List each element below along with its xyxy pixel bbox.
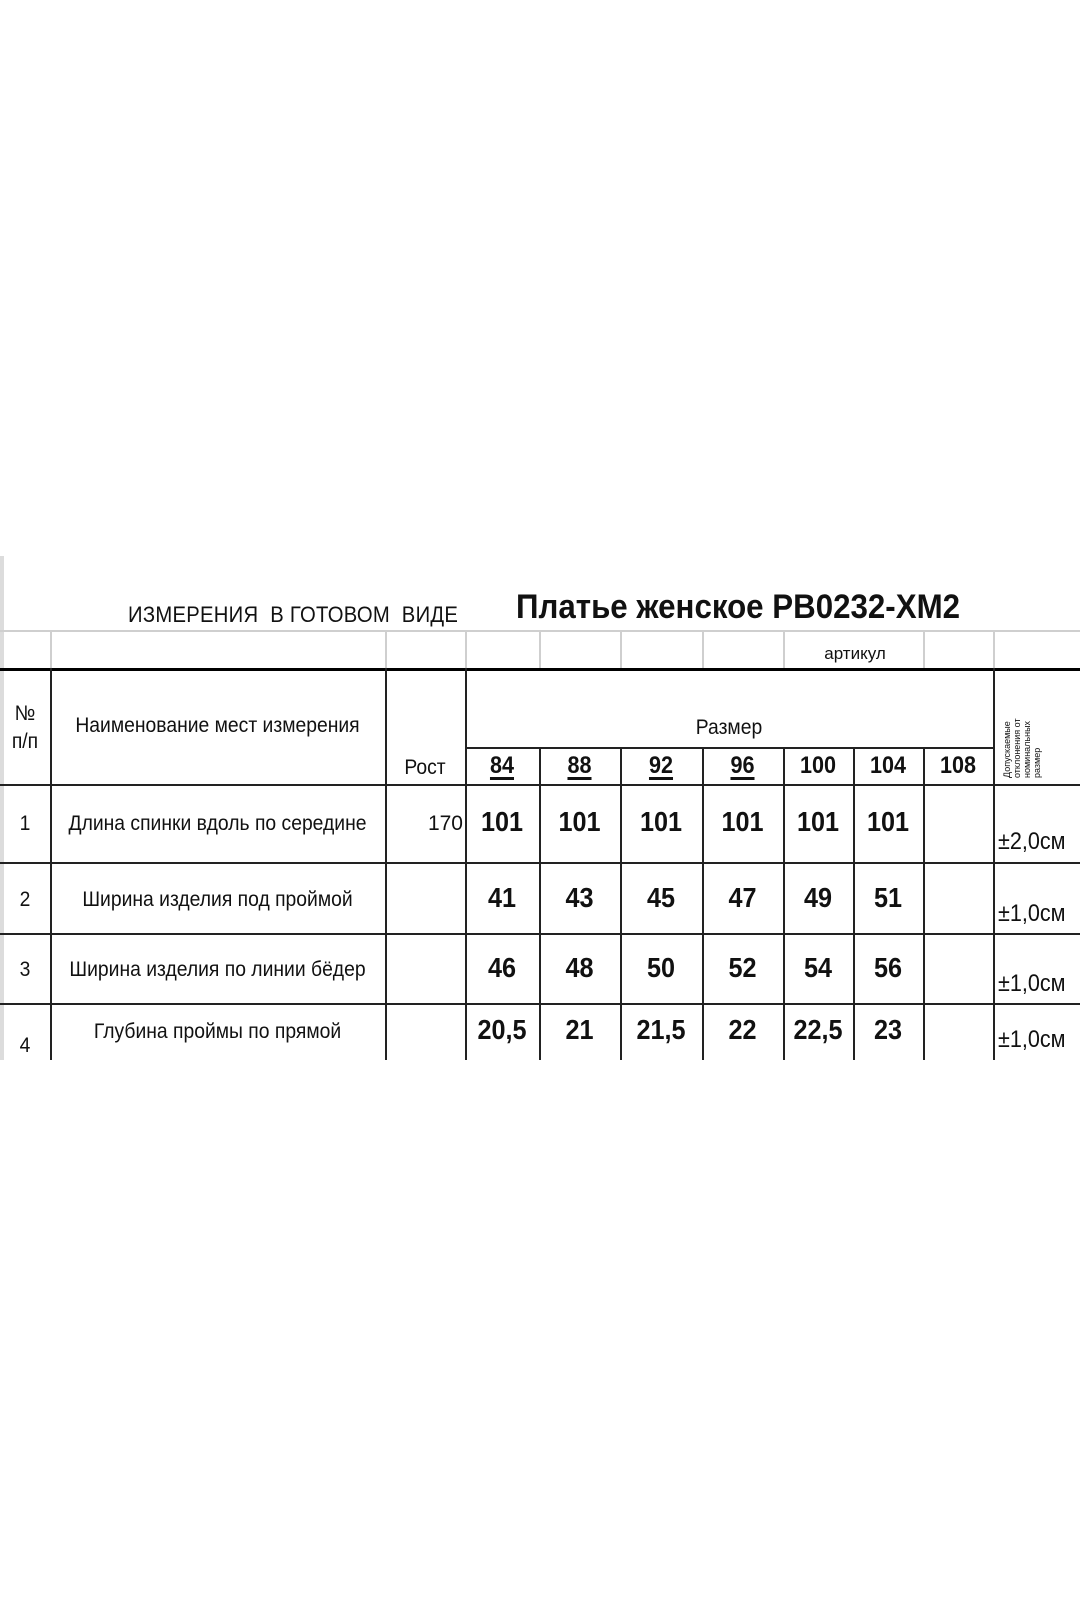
column-line xyxy=(465,668,467,1060)
column-header-name: Наименование мест измерения xyxy=(75,714,360,737)
size-header-line xyxy=(465,747,993,749)
row-number: 1 xyxy=(19,812,31,835)
tolerance-header-line: размер xyxy=(1032,747,1042,778)
value-cell: 23 xyxy=(873,1014,903,1045)
value-cell: 20,5 xyxy=(477,1014,527,1045)
value-cell: 101 xyxy=(796,806,840,837)
column-line xyxy=(539,747,541,1060)
size-header-100: 100 xyxy=(799,752,837,779)
grid-line xyxy=(783,630,785,668)
size-chart-sheet xyxy=(0,556,1080,1060)
value-cell: 56 xyxy=(873,952,903,983)
value-cell: 22,5 xyxy=(793,1014,843,1045)
value-cell: 46 xyxy=(487,952,517,983)
value-cell: 101 xyxy=(480,806,524,837)
row-measurement-name: Ширина изделия по линии бёдер xyxy=(69,958,366,981)
row-measurement-name: Длина спинки вдоль по середине xyxy=(68,812,367,835)
article-label: артикул xyxy=(824,644,886,663)
row-number: 3 xyxy=(19,958,31,981)
grid-line xyxy=(385,630,387,668)
row-tolerance: ±2,0см xyxy=(998,828,1066,855)
value-cell: 21 xyxy=(565,1014,594,1045)
value-cell: 52 xyxy=(728,952,757,983)
tolerance-header-line: номинальных xyxy=(1022,720,1032,778)
value-cell: 101 xyxy=(866,806,910,837)
column-line xyxy=(702,747,704,1060)
column-line xyxy=(923,747,925,1060)
grid-line xyxy=(923,630,925,668)
value-cell: 48 xyxy=(565,952,594,983)
column-header-tolerance xyxy=(1002,674,1042,778)
value-cell: 101 xyxy=(558,806,601,837)
value-cell: 47 xyxy=(728,882,757,913)
row-tolerance: ±1,0см xyxy=(998,1026,1066,1053)
grid-line xyxy=(702,630,704,668)
table-top-border xyxy=(0,668,1080,671)
row-tolerance: ±1,0см xyxy=(998,900,1066,927)
tolerance-header-line: отклонения от xyxy=(1012,718,1022,778)
grid-line xyxy=(539,630,541,668)
column-header-number-line2: п/п xyxy=(11,730,39,753)
column-header-size: Размер xyxy=(695,716,763,739)
value-cell: 45 xyxy=(646,882,676,913)
row-number: 4 xyxy=(19,1034,31,1057)
size-header-96: 96 xyxy=(730,752,755,779)
value-cell: 21,5 xyxy=(636,1014,686,1045)
size-header-104: 104 xyxy=(869,752,907,779)
column-line xyxy=(50,668,52,1060)
value-cell: 43 xyxy=(565,882,594,913)
column-line xyxy=(853,747,855,1060)
column-header-number-line1: № xyxy=(14,702,36,725)
size-header-88: 88 xyxy=(567,752,592,779)
grid-line xyxy=(993,630,995,668)
column-header-number xyxy=(2,700,48,756)
value-cell: 51 xyxy=(873,882,903,913)
column-line xyxy=(783,747,785,1060)
value-cell: 101 xyxy=(639,806,683,837)
value-cell: 41 xyxy=(487,882,517,913)
row-number: 2 xyxy=(19,888,31,911)
row-tolerance: ±1,0см xyxy=(998,970,1066,997)
measurement-table xyxy=(0,556,1080,1060)
column-header-height: Рост xyxy=(404,756,446,779)
grid-line xyxy=(620,630,622,668)
column-line xyxy=(620,747,622,1060)
row-measurement-name: Ширина изделия под проймой xyxy=(82,888,353,911)
size-header-108: 108 xyxy=(939,752,977,779)
grid-line xyxy=(465,630,467,668)
tolerance-header-line: Допускаемые xyxy=(1002,721,1012,778)
value-cell: 49 xyxy=(803,882,833,913)
value-cell: 50 xyxy=(646,952,676,983)
grid-line xyxy=(50,630,52,668)
row-height: 170 xyxy=(427,812,463,835)
value-cell: 54 xyxy=(803,952,833,983)
value-cell: 101 xyxy=(721,806,764,837)
document-title: Платье женское РВ0232-ХМ2 xyxy=(516,588,961,626)
size-header-92: 92 xyxy=(648,752,674,779)
size-header-84: 84 xyxy=(489,752,515,779)
row-measurement-name: Глубина проймы по прямой xyxy=(93,1020,342,1043)
column-line xyxy=(993,668,995,1060)
value-cell: 22 xyxy=(728,1014,757,1045)
document-subtitle: ИЗМЕРЕНИЯ В ГОТОВОМ ВИДЕ xyxy=(128,602,459,627)
column-line xyxy=(385,668,387,1060)
